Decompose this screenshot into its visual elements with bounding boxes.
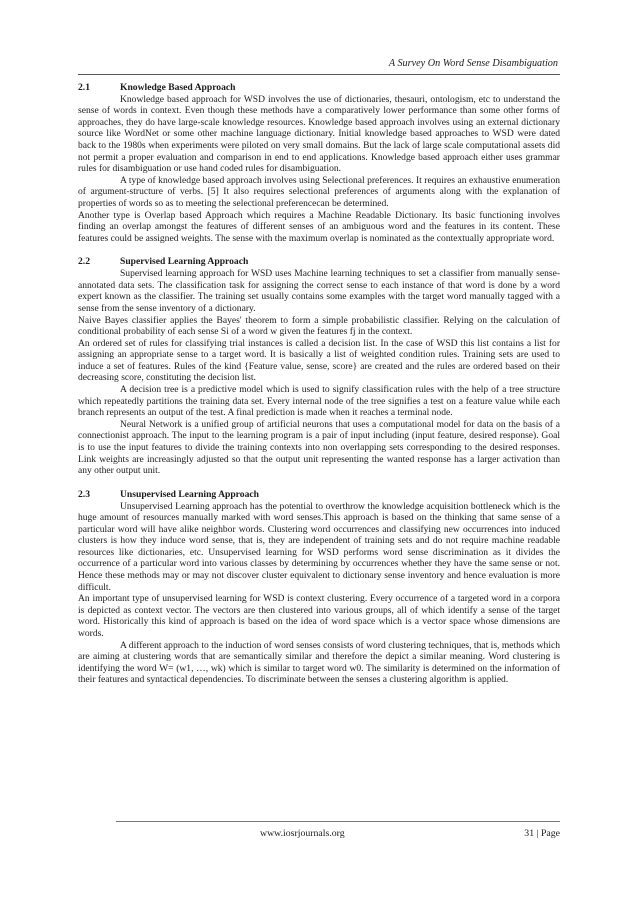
section-unsupervised: [78, 489, 560, 686]
footer-page-number: 31 | Page: [524, 828, 560, 839]
footer-url: www.iosrjournals.org: [260, 828, 345, 839]
paragraph: Supervised learning approach for WSD uses Machine learning techniques to set a classifier from manually sense-annotated data sets. The classification task for assigning the correct sense to each instance of that word is done by a word expert known as the classifier. The training set usually contains some examples with the target word manually tagged with a sense from the sense inventory of a dictionary.: [78, 268, 560, 314]
section-knowledge-based: [78, 82, 560, 244]
paragraph: An important type of unsupervised learning for WSD is context clustering. Every occurrence of a targeted word in a corpora is depicted as context vector. The vectors are then clustered into various groups, all of which identify a sense of the target word. Historically this kind of approach is based on the idea of word space which is a vector space whose dimensions are words.: [78, 593, 560, 640]
section-title: Knowledge Based Approach: [120, 82, 236, 93]
section-number: 2.2: [78, 256, 90, 268]
running-header: A Survey On Word Sense Disambiguation: [388, 58, 558, 69]
page-body: [78, 82, 560, 686]
section-gap: [78, 477, 560, 489]
footer-rule: [116, 821, 560, 822]
section-number: 2.1: [78, 82, 90, 93]
section-supervised: [78, 256, 560, 476]
paragraph: A type of knowledge based approach involves using Selectional preferences. It requires an exhaustive enumeration of argument-structure of verbs. [5] It also requires selectional preferences of arguments along with the explanation of properties of words so as to meeting the selectional preferencecan be determined.: [78, 174, 560, 210]
section-title: Supervised Learning Approach: [120, 256, 249, 268]
paragraph: Unsupervised Learning approach has the potential to overthrow the knowledge acquisition bottleneck which is the huge amount of resources manually marked with word senses.This approach is based on the thinking that same sense of a particular word will have alike neighbor words. Clustering word occurrences and classifying new occurrences into induced clusters is how they induce word sense, that is, they are independent of training sets and do not require machine readable resources like dictionaries, etc. Unsupervised learning for WSD performs word sense discrimination as it divides the occurrence of a particular word into various classes by determining by occurrences whether they have the same sense or not. Hence these methods may or may not discover cluster equivalent to dictionary sense inventory and hence evaluation is more difficult.: [78, 500, 560, 593]
paragraph: An ordered set of rules for classifying trial instances is called a decision list. In the case of WSD this list contains a list for assigning an appropriate sense to a target word. It is basically a list of weighted condition rules. Training sets are used to induce a set of features. Rules of the kind {Feature value, sense, score} are created and the rules are ordered based on their decreasing score, constituting the decision list.: [78, 337, 560, 384]
section-gap: [78, 244, 560, 256]
section-number: 2.3: [78, 488, 90, 500]
paragraph: A decision tree is a predictive model which is used to signify classification rules with the help of a tree structure which repeatedly partitions the training data set. Every internal node of the tree signifies a test on a feature value while each branch represents an output of the test. A final prediction is made when it reaches a terminal node.: [78, 384, 560, 419]
paragraph: Another type is Overlap based Approach which requires a Machine Readable Dictionary. Its basic functioning involves finding an overlap amongst the features of different senses of an ambiguous word and the features in its content. These features could be assigned weights. The sense with the maximum overlap is nominated as the contextually appropriate word.: [78, 209, 560, 244]
paragraph: Naive Bayes classifier applies the Bayes' theorem to form a simple probabilistic classifier. Relying on the calculation of conditional probability of each sense Si of a word w given the features fj in the context.: [78, 314, 560, 338]
section-title: Unsupervised Learning Approach: [120, 488, 259, 500]
section-heading: [78, 256, 560, 268]
section-heading: [78, 489, 560, 501]
header-rule: [78, 74, 560, 75]
section-heading: [78, 82, 560, 94]
paragraph: Neural Network is a unified group of artificial neurons that uses a computational model for data on the basis of a connectionist approach. The input to the learning program is a pair of input including (input feature, desired response). Goal is to use the input features to divide the training contexts into non overlapping sets corresponding to the desired responses. Link weights are increasingly adjusted so that the output unit representing the wanted response has a larger activation than any other output unit.: [78, 418, 560, 477]
paragraph: Knowledge based approach for WSD involves the use of dictionaries, thesauri, ontologism, etc to understand the sense of words in context. Even though these methods have a comparatively lower performance than some other forms of approaches, they do have large-scale knowledge resources. Knowledge based approach involves using an external dictionary source like WordNet or some other machine language dictionary. Initial knowledge based approaches to WSD were dated back to the 1980s when experiments were piloted on very small domains. But the lack of large scale computational assets did not permit a proper evaluation and comparison in end to end applications. Knowledge based approach either uses grammar rules for disambiguation or use hand coded rules for disambiguation.: [78, 93, 560, 175]
paragraph: A different approach to the induction of word senses consists of word clustering techniques, that is, methods which are aiming at clustering words that are semantically similar and therefore the depict a similar meaning. Word clustering is identifying the word W= (w1, …, wk) which is similar to target word w0. The similarity is determined on the information of their features and syntactical dependencies. To discriminate between the senses a clustering algorithm is applied.: [78, 639, 560, 686]
